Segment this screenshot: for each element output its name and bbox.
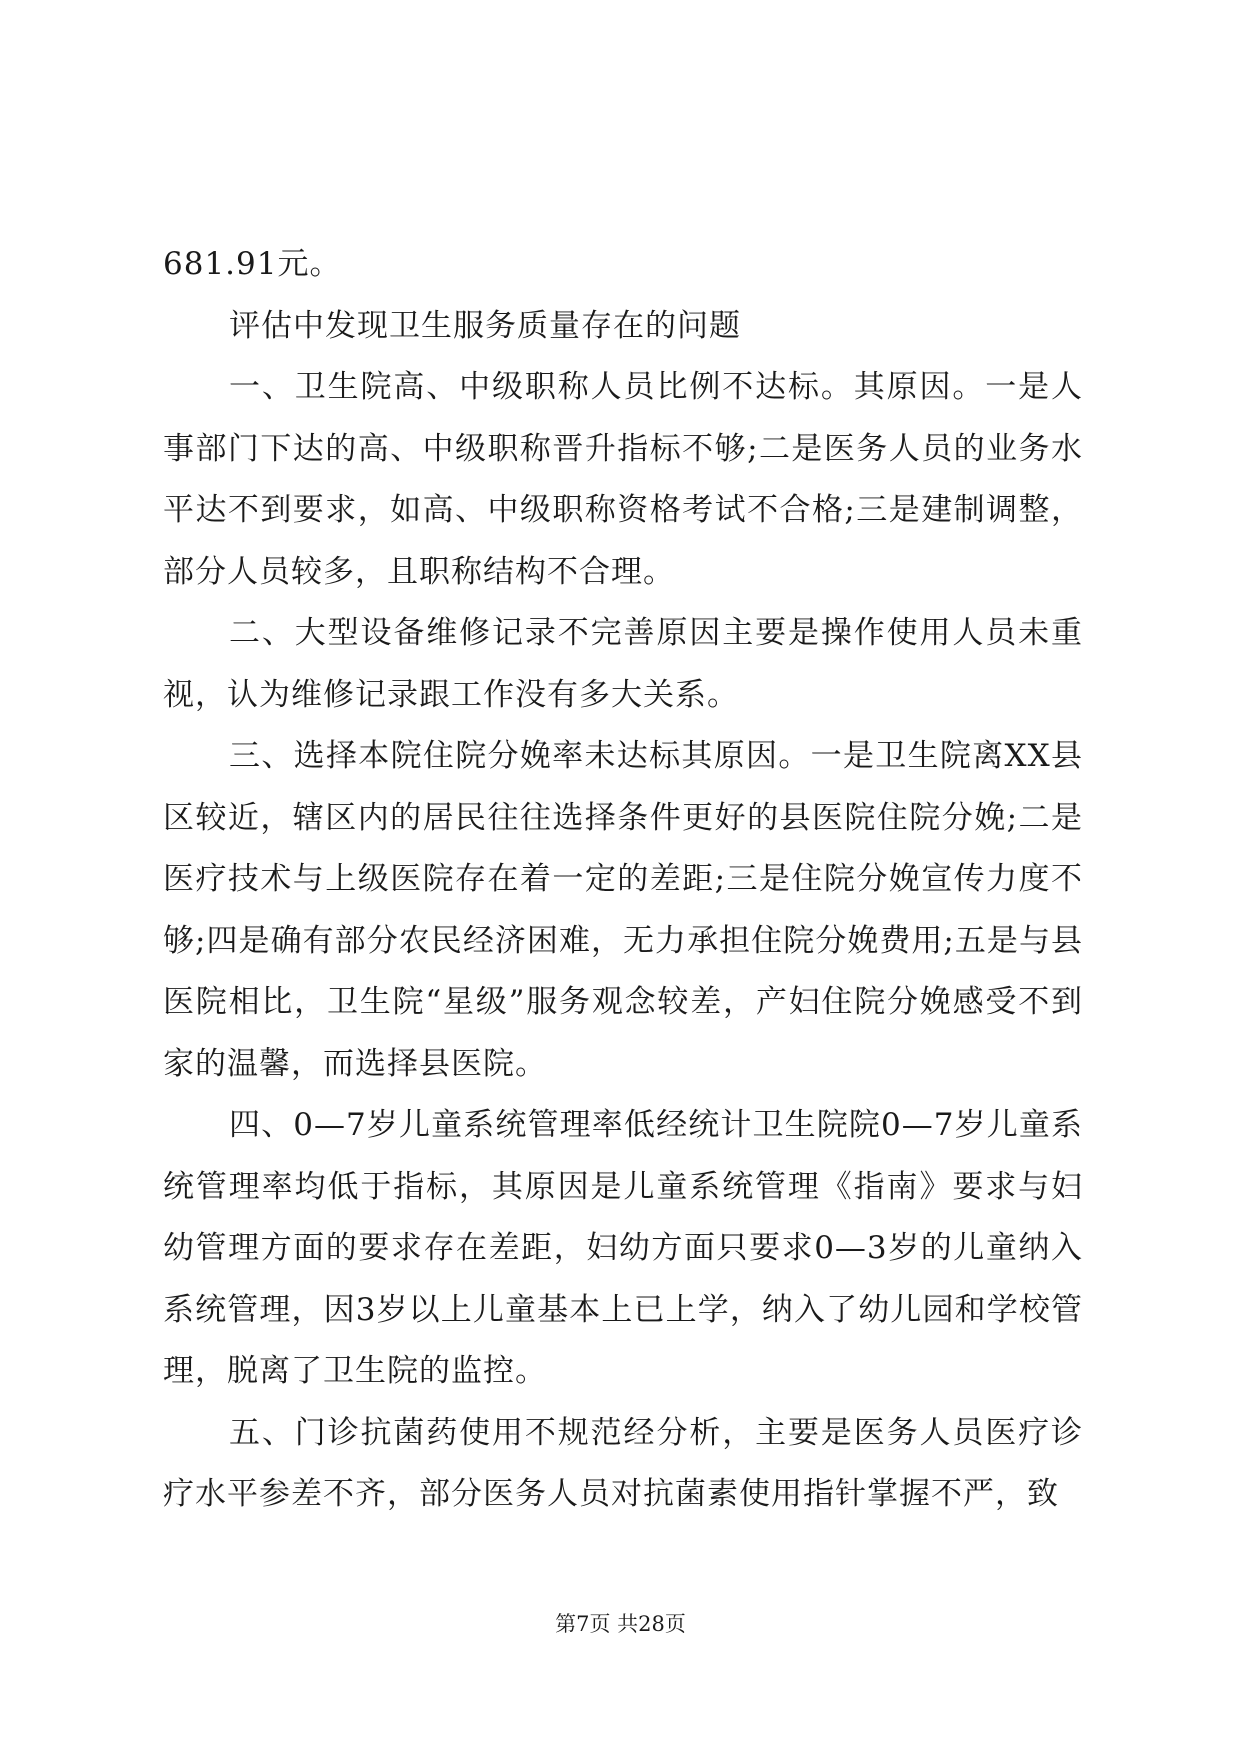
paragraph-7: 五、门诊抗菌药使用不规范经分析，主要是医务人员医疗诊疗水平参差不齐，部分医务人员对抗菌素使用指针掌握不严，致 bbox=[163, 1414, 1083, 1512]
paragraph-2: 评估中发现卫生服务质量存在的问题 bbox=[229, 307, 741, 344]
document-body bbox=[163, 234, 1083, 1526]
paragraph-1: 681.91元。 bbox=[163, 246, 342, 282]
paragraph-3: 一、卫生院高、中级职称人员比例不达标。其原因。一是人事部门下达的高、中级职称晋升指标不够;二是医务人员的业务水平达不到要求，如高、中级职称资格考试不合格;三是建制调整，部分人员较多，且职称结构不合理。 bbox=[163, 369, 1083, 590]
page-footer bbox=[0, 1609, 1241, 1639]
paragraph-5: 三、选择本院住院分娩率未达标其原因。一是卫生院离XX县区较近，辖区内的居民往往选择条件更好的县医院住院分娩;二是医疗技术与上级医院存在着一定的差距;三是住院分娩宣传力度不够;四是确有部分农民经济困难，无力承担住院分娩费用;五是与县医院相比，卫生院“星级”服务观念较差，产妇住院分娩感受不到家的温馨，而选择县医院。 bbox=[163, 738, 1083, 1082]
page-number-label: 第7页 共28页 bbox=[555, 1612, 686, 1636]
paragraph-4: 二、大型设备维修记录不完善原因主要是操作使用人员未重视，认为维修记录跟工作没有多大关系。 bbox=[163, 615, 1083, 713]
paragraph-6: 四、0—7岁儿童系统管理率低经统计卫生院院0—7岁儿童系统管理率均低于指标，其原因是儿童系统管理《指南》要求与妇幼管理方面的要求存在差距，妇幼方面只要求0—3岁的儿童纳入系统管理，因3岁以上儿童基本上已上学，纳入了幼儿园和学校管理，脱离了卫生院的监控。 bbox=[163, 1107, 1083, 1389]
